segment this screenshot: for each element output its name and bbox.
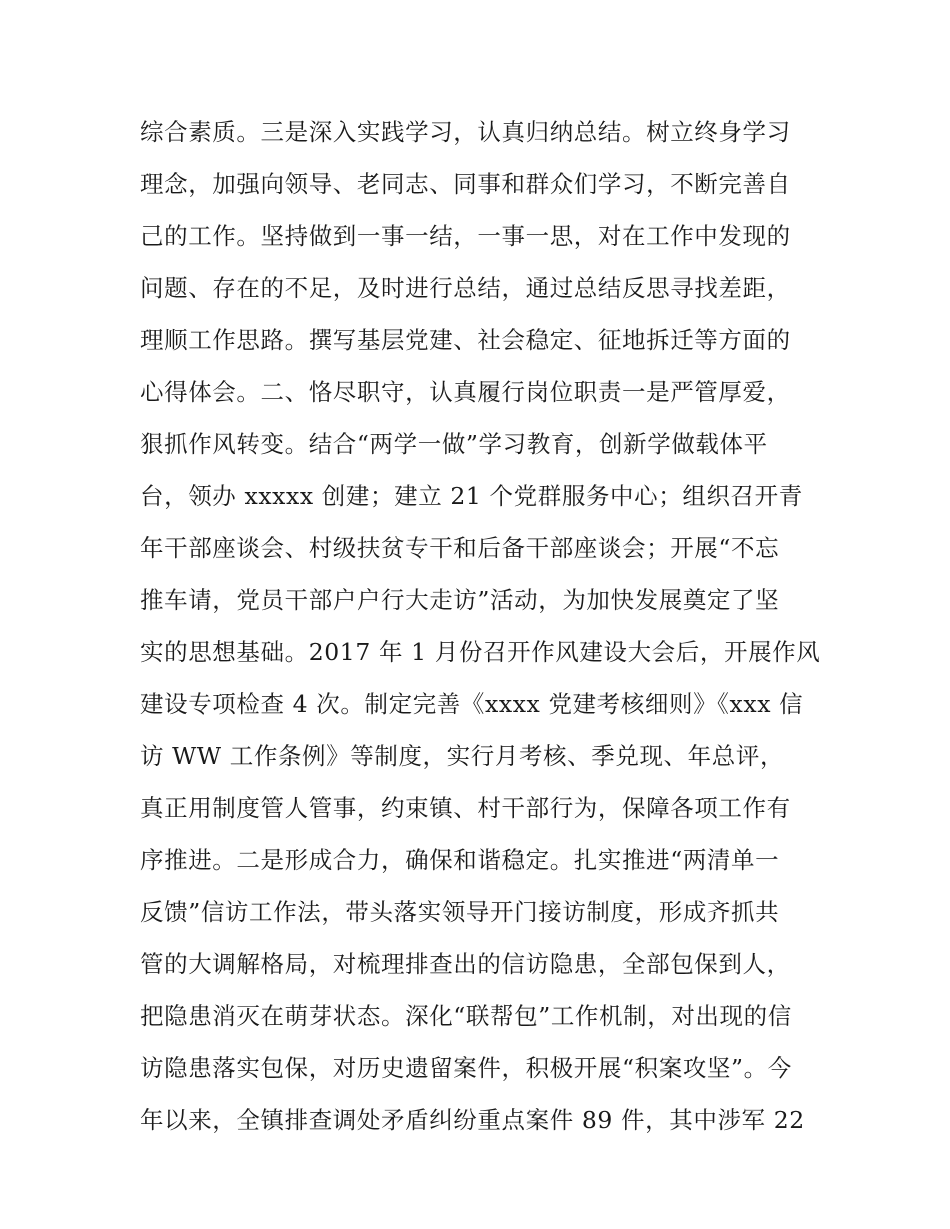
text-line: 序推进。二是形成合力，确保和谐稳定。扎实推进“两清单一	[140, 846, 780, 874]
text-line: 综合素质。三是深入实践学习，认真归纳总结。树立终身学习	[140, 118, 791, 146]
text-line: 反馈”信访工作法，带头落实领导开门接访制度，形成齐抓共	[140, 898, 780, 926]
text-line: 己的工作。坚持做到一事一结，一事一思，对在工作中发现的	[140, 222, 791, 250]
text-line: 管的大调解格局，对梳理排查出的信访隐患，全部包保到人，	[140, 950, 791, 978]
text-line: 访隐患落实包保，对历史遗留案件，积极开展“积案攻坚”。今	[140, 1054, 792, 1082]
text-line: 访 WW 工作条例》等制度，实行月考核、季兑现、年总评，	[140, 742, 785, 770]
text-line: 实的思想基础。2017 年 1 月份召开作风建设大会后，开展作风	[140, 638, 821, 666]
text-line: 真正用制度管人管事，约束镇、村干部行为，保障各项工作有	[140, 794, 791, 822]
text-line: 把隐患消灭在萌芽状态。深化“联帮包”工作机制，对出现的信	[140, 1002, 792, 1030]
text-line: 心得体会。二、恪尽职守，认真履行岗位职责一是严管厚爱，	[140, 378, 791, 406]
text-line: 问题、存在的不足，及时进行总结，通过总结反思寻找差距，	[140, 274, 791, 302]
text-line: 推车请，党员干部户户行大走访”活动，为加快发展奠定了坚	[140, 586, 780, 614]
text-line: 建设专项检查 4 次。制定完善《xxxx 党建考核细则》《xxx 信	[140, 690, 804, 718]
text-line: 年以来，全镇排查调处矛盾纠纷重点案件 89 件，其中涉军 22	[140, 1106, 805, 1134]
text-line: 年干部座谈会、村级扶贫专干和后备干部座谈会；开展“不忘	[140, 534, 780, 562]
text-line: 理念，加强向领导、老同志、同事和群众们学习，不断完善自	[140, 170, 791, 198]
text-line: 理顺工作思路。撰写基层党建、社会稳定、征地拆迁等方面的	[140, 326, 791, 354]
body-text	[140, 106, 840, 1146]
text-line: 狠抓作风转变。结合“两学一做”学习教育，创新学做载体平	[140, 430, 768, 458]
text-line: 台，领办 xxxxx 创建；建立 21 个党群服务中心；组织召开青	[140, 482, 803, 510]
